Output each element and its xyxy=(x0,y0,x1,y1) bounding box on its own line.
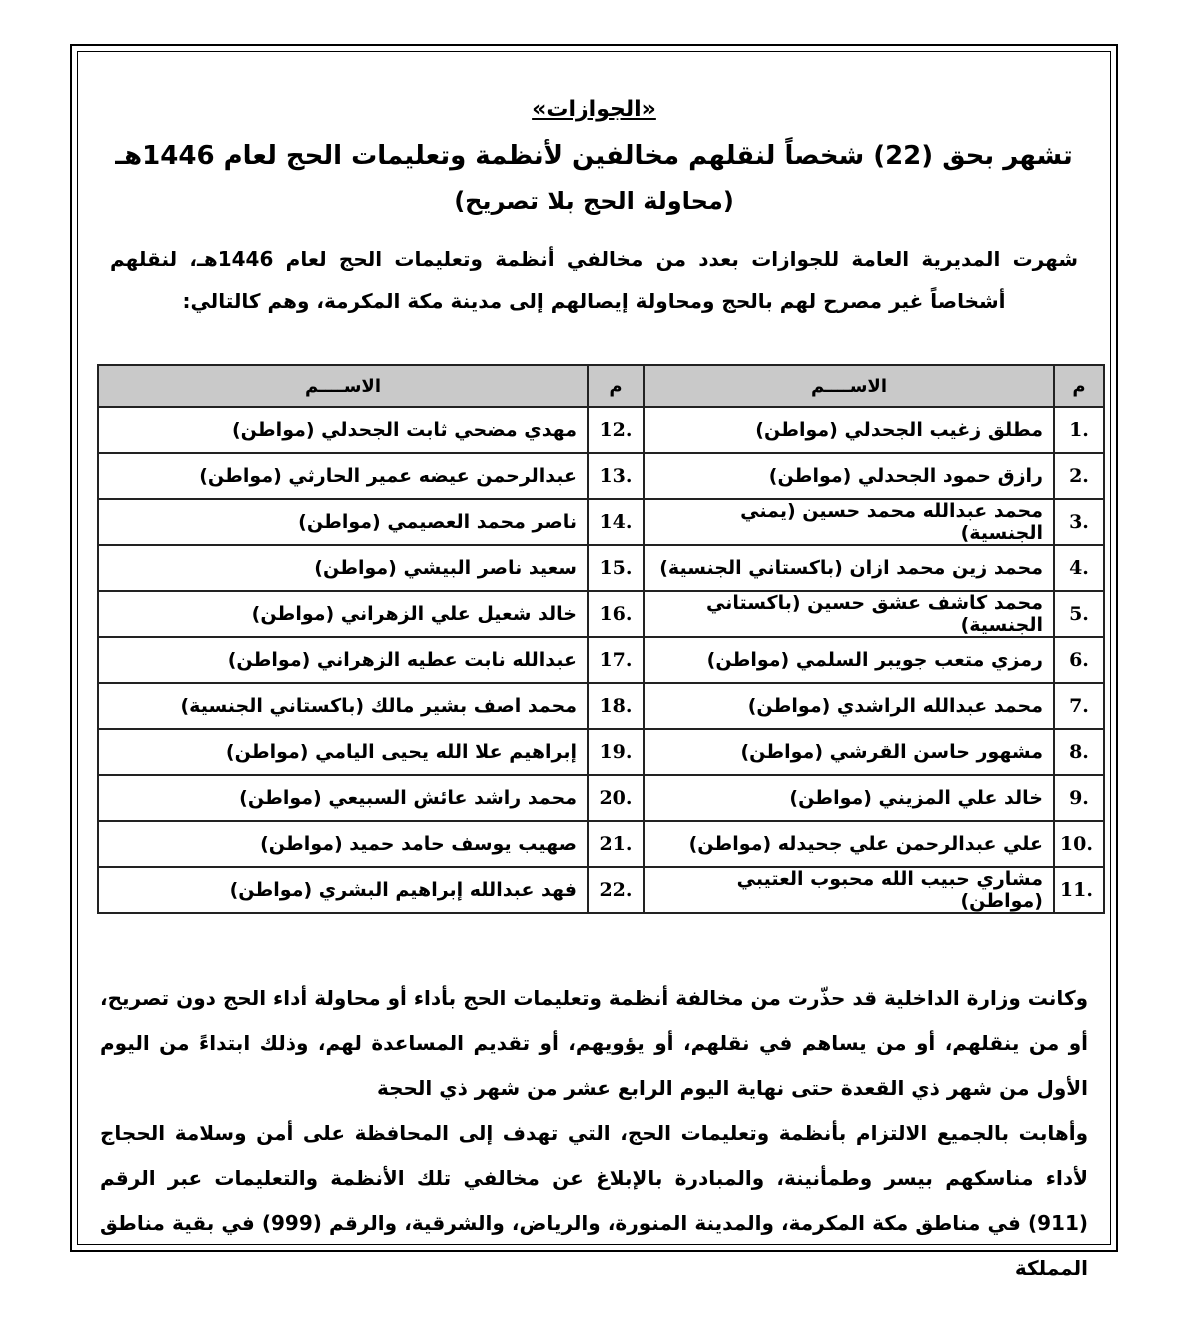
row-number: .17 xyxy=(588,637,644,683)
row-number: .14 xyxy=(588,499,644,545)
table-row xyxy=(98,407,1104,453)
agency-title: «الجوازات» xyxy=(532,97,656,122)
name-header-right: الاســــم xyxy=(644,365,1054,407)
row-number: .6 xyxy=(1054,637,1104,683)
closing-paragraph-1: وكانت وزارة الداخلية قد حذّرت من مخالفة أنظمة وتعليمات الحج بأداء أو محاولة أداء الحج دون تصريح، أو من ينقلهم، أو من يساهم في نقلهم، أو يؤويهم، أو تقديم المساعدة لهم، وذلك ابتداءً من اليوم الأول من شهر ذي القعدة حتى نهاية اليوم الرابع عشر من شهر ذي الحجة xyxy=(100,986,1088,1100)
intro-paragraph: شهرت المديرية العامة للجوازات بعدد من مخالفي أنظمة وتعليمات الحج لعام 1446هـ، لنقلهم أشخاصاً غير مصرح لهم بالحج ومحاولة إيصالهم إلى مدينة مكة المكرمة، وهم كالتالي: xyxy=(110,247,1078,313)
person-name: مشهور حاسن القرشي (مواطن) xyxy=(644,729,1054,775)
person-name: محمد زين محمد ازان (باكستاني الجنسية) xyxy=(644,545,1054,591)
person-name: خالد علي المزيني (مواطن) xyxy=(644,775,1054,821)
row-number: .1 xyxy=(1054,407,1104,453)
person-name: ناصر محمد العصيمي (مواطن) xyxy=(98,499,588,545)
person-name: علي عبدالرحمن علي جحيدله (مواطن) xyxy=(644,821,1054,867)
table-row xyxy=(98,499,1104,545)
table-row xyxy=(98,591,1104,637)
table-header-row xyxy=(98,365,1104,407)
num-header-right: م xyxy=(1054,365,1104,407)
row-number: .10 xyxy=(1054,821,1104,867)
person-name: رازق حمود الجحدلي (مواطن) xyxy=(644,453,1054,499)
table-row xyxy=(98,453,1104,499)
person-name: عبدالرحمن عيضه عمير الحارثي (مواطن) xyxy=(98,453,588,499)
closing-paragraph-2: وأهابت بالجميع الالتزام بأنظمة وتعليمات الحج، التي تهدف إلى المحافظة على أمن وسلامة الحجاج لأداء مناسكهم بيسر وطمأنينة، والمبادرة بالإبلاغ عن مخالفي تلك الأنظمة والتعليمات عبر الرقم (911) في مناطق مكة المكرمة، والمدينة المنورة، والرياض، والشرقية، والرقم (999) في بقية مناطق المملكة xyxy=(100,1121,1088,1280)
person-name: إبراهيم علا الله يحيى اليامي (مواطن) xyxy=(98,729,588,775)
person-name: مشاري حبيب الله محبوب العتيبي (مواطن) xyxy=(644,867,1054,913)
person-name: رمزي متعب جويبر السلمي (مواطن) xyxy=(644,637,1054,683)
row-number: .11 xyxy=(1054,867,1104,913)
table-row xyxy=(98,683,1104,729)
row-number: .18 xyxy=(588,683,644,729)
person-name: محمد كاشف عشق حسين (باكستاني الجنسية) xyxy=(644,591,1054,637)
person-name: محمد عبدالله الراشدي (مواطن) xyxy=(644,683,1054,729)
name-header-left: الاســــم xyxy=(98,365,588,407)
num-header-left: م xyxy=(588,365,644,407)
row-number: .3 xyxy=(1054,499,1104,545)
person-name: فهد عبدالله إبراهيم البشري (مواطن) xyxy=(98,867,588,913)
row-number: .13 xyxy=(588,453,644,499)
row-number: .12 xyxy=(588,407,644,453)
table-row xyxy=(98,775,1104,821)
row-number: .19 xyxy=(588,729,644,775)
row-number: .22 xyxy=(588,867,644,913)
row-number: .2 xyxy=(1054,453,1104,499)
table-row xyxy=(98,545,1104,591)
person-name: خالد شعيل علي الزهراني (مواطن) xyxy=(98,591,588,637)
person-name: محمد راشد عائش السبيعي (مواطن) xyxy=(98,775,588,821)
headline: تشهر بحق (22) شخصاً لنقلهم مخالفين لأنظمة وتعليمات الحج لعام 1446هـ xyxy=(115,141,1073,171)
person-name: سعيد ناصر البيشي (مواطن) xyxy=(98,545,588,591)
person-name: محمد عبدالله محمد حسين (يمني الجنسية) xyxy=(644,499,1054,545)
table-row xyxy=(98,729,1104,775)
person-name: عبدالله نابت عطيه الزهراني (مواطن) xyxy=(98,637,588,683)
row-number: .4 xyxy=(1054,545,1104,591)
row-number: .20 xyxy=(588,775,644,821)
header xyxy=(72,96,1116,228)
row-number: .21 xyxy=(588,821,644,867)
row-number: .15 xyxy=(588,545,644,591)
table-row xyxy=(98,637,1104,683)
row-number: .7 xyxy=(1054,683,1104,729)
document-frame xyxy=(70,44,1118,1280)
row-number: .9 xyxy=(1054,775,1104,821)
table-body xyxy=(98,407,1104,913)
closing-section xyxy=(100,976,1088,1291)
names-table xyxy=(97,364,1105,914)
table-row xyxy=(98,867,1104,913)
row-number: .5 xyxy=(1054,591,1104,637)
row-number: .16 xyxy=(588,591,644,637)
person-name: محمد اصف بشير مالك (باكستاني الجنسية) xyxy=(98,683,588,729)
subheadline: (محاولة الحج بلا تصريح) xyxy=(454,187,734,215)
person-name: مهدي مضحي ثابت الجحدلي (مواطن) xyxy=(98,407,588,453)
person-name: مطلق زغيب الجحدلي (مواطن) xyxy=(644,407,1054,453)
table-row xyxy=(98,821,1104,867)
row-number: .8 xyxy=(1054,729,1104,775)
person-name: صهيب يوسف حامد حميد (مواطن) xyxy=(98,821,588,867)
